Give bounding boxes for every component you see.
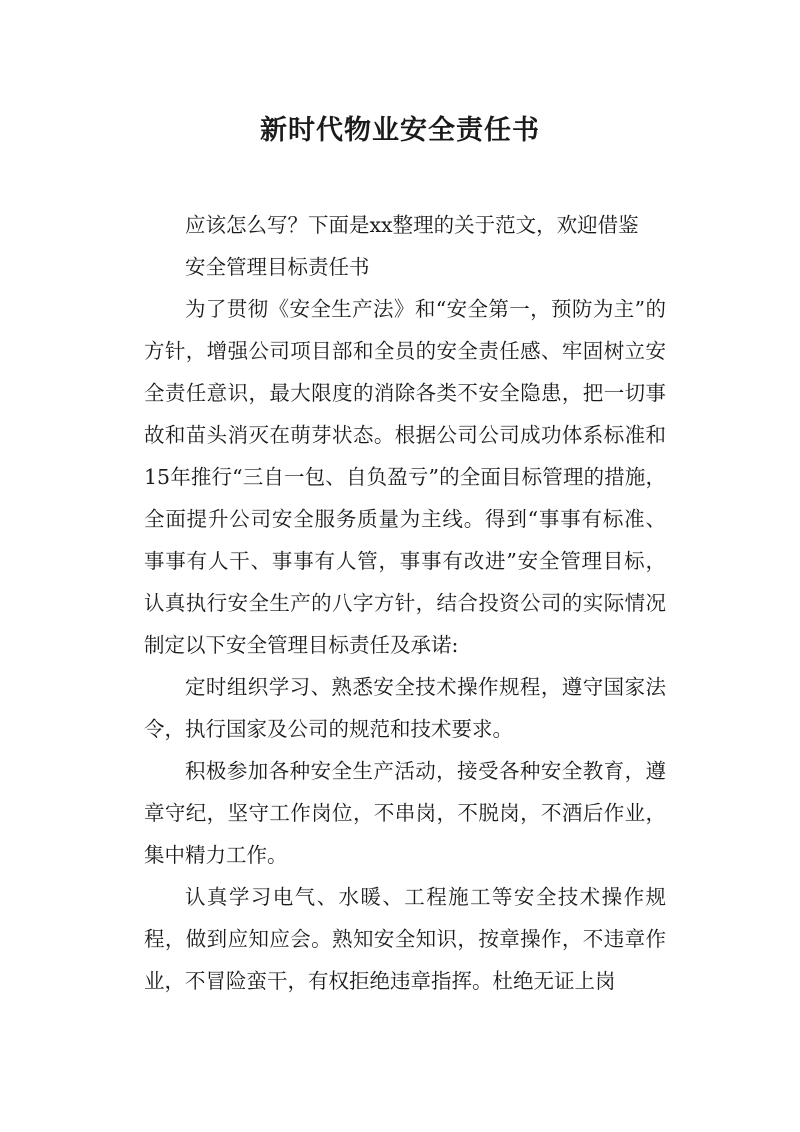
- paragraph-item-2: 积极参加各种安全生产活动，接受各种安全教育，遵章守纪，坚守工作岗位，不串岗，不脱岗，不酒后作业，集中精力工作。: [144, 759, 666, 867]
- paragraph-intro: 应该怎么写？下面是xx整理的关于范文，欢迎借鉴: [185, 213, 639, 237]
- document-body: [144, 204, 666, 1002]
- document-title: 新时代物业安全责任书: [260, 115, 540, 146]
- paragraph-item-3: 认真学习电气、水暖、工程施工等安全技术操作规程，做到应知应会。熟知安全知识，按章操作，不违章作业，不冒险蛮干，有权拒绝违章指挥。杜绝无证上岗: [144, 885, 666, 993]
- paragraph-purpose: 为了贯彻《安全生产法》和“安全第一，预防为主”的方针，增强公司项目部和全员的安全责任感、牢固树立安全责任意识，最大限度的消除各类不安全隐患，把一切事故和苗头消灭在萌芽状态。根据公司公司成功体系标准和15年推行“三自一包、自负盈亏”的全面目标管理的措施，全面提升公司安全服务质量为主线。得到“事事有标准、事事有人干、事事有人管，事事有改进”安全管理目标，认真执行安全生产的八字方针，结合投资公司的实际情况制定以下安全管理目标责任及承诺:: [144, 297, 666, 657]
- paragraph-subtitle: 安全管理目标责任书: [185, 255, 370, 279]
- paragraph-item-1: 定时组织学习、熟悉安全技术操作规程，遵守国家法令，执行国家及公司的规范和技术要求。: [144, 675, 666, 741]
